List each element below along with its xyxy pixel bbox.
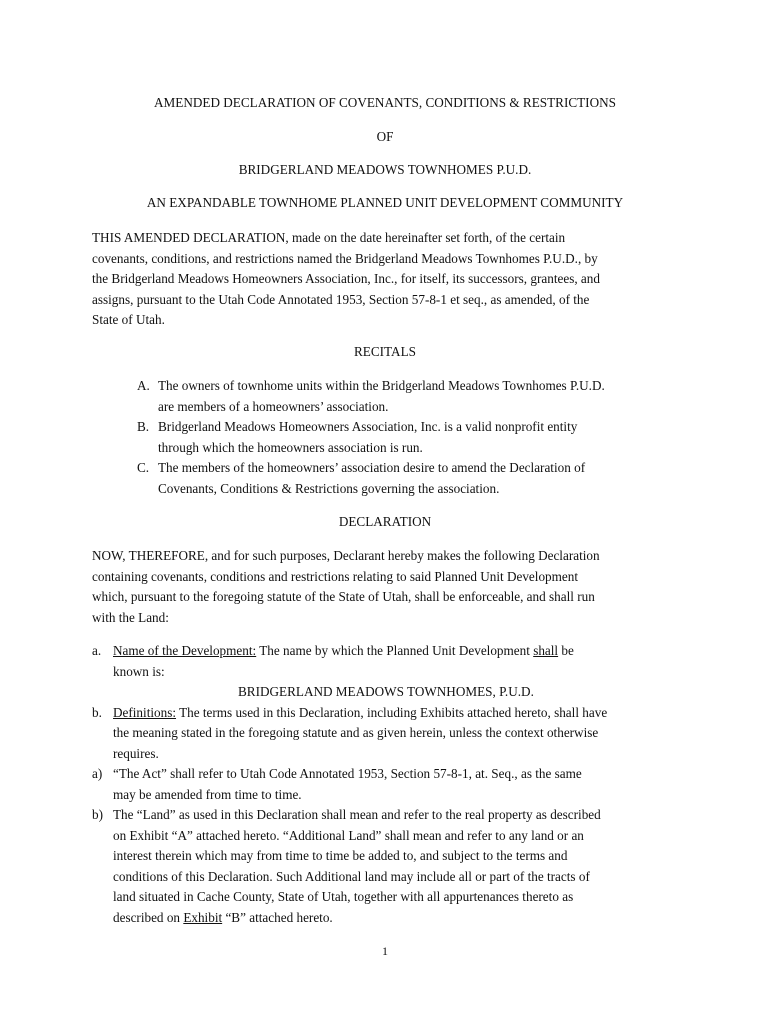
title-line-3: BRIDGERLAND MEADOWS TOWNHOMES P.U.D. — [238, 162, 532, 177]
recital-item — [137, 458, 677, 499]
intro-line: covenants, conditions, and restrictions named the Bridgerland Meadows Townhomes P.U.D., by — [92, 250, 598, 266]
item-b-text: The terms used in this Declaration, including Exhibits attached hereto, shall have — [176, 704, 608, 720]
sub-item-a-line: may be amended from time to time. — [113, 786, 302, 802]
sub-item-b-line: The “Land” as used in this Declaration shall mean and refer to the real property as described — [113, 807, 601, 822]
declaration-line: containing covenants, conditions and restrictions relating to said Planned Unit Development — [92, 568, 578, 584]
recital-line: The members of the homeowners’ association desire to amend the Declaration of — [158, 460, 586, 475]
item-a-text-post: be — [558, 643, 574, 658]
page-number: 1 — [382, 944, 388, 958]
item-b-line-2: the meaning stated in the foregoing statute and as given herein, unless the context otherwise — [113, 725, 599, 740]
sub-item-b-last-post: “B” attached hereto. — [222, 909, 333, 925]
intro-line: State of Utah. — [92, 312, 165, 327]
item-a-text-pre: The name by which the Planned Unit Development — [256, 643, 534, 658]
recital-item — [137, 376, 677, 417]
sub-item-a-mark: a) — [92, 766, 103, 781]
item-b — [92, 703, 682, 765]
item-a-shall: shall — [533, 643, 559, 658]
sub-item-a-line: “The Act” shall refer to Utah Code Annotated 1953, Section 57-8-1, at. Seq., as the same — [113, 766, 582, 781]
development-name: BRIDGERLAND MEADOWS TOWNHOMES, P.U.D. — [238, 684, 534, 699]
declaration-paragraph — [92, 546, 682, 628]
sub-item-a — [92, 764, 682, 805]
intro-paragraph — [92, 228, 682, 331]
intro-line: assigns, pursuant to the Utah Code Annotated 1953, Section 57-8-1 et seq., as amended, of the — [92, 291, 590, 307]
recital-line: The owners of townhome units within the Bridgerland Meadows Townhomes P.U.D. — [158, 378, 605, 393]
recital-line: Covenants, Conditions & Restrictions governing the association. — [158, 480, 500, 496]
recital-item — [137, 417, 677, 458]
declaration-heading: DECLARATION — [338, 514, 432, 529]
item-a-label: Name of the Development: — [113, 643, 257, 658]
recital-mark: A. — [137, 378, 150, 393]
item-a-mark: a. — [92, 643, 102, 658]
definitions-list — [92, 641, 682, 928]
recital-line: through which the homeowners association is run. — [158, 439, 423, 455]
item-a — [92, 641, 682, 703]
exhibit-reference: Exhibit — [183, 909, 223, 925]
item-b-label: Definitions: — [113, 704, 177, 720]
recital-line: Bridgerland Meadows Homeowners Association, Inc. is a valid nonprofit entity — [158, 419, 578, 434]
title-line-2: OF — [376, 129, 394, 144]
sub-item-b-last-pre: described on — [113, 909, 184, 925]
intro-line: THIS AMENDED DECLARATION, made on the date hereinafter set forth, of the certain — [92, 230, 566, 245]
item-a-line-1 — [113, 641, 682, 662]
sub-item-b-last-line — [113, 908, 682, 929]
recital-line: are members of a homeowners’ association. — [158, 398, 389, 414]
sub-item-b — [92, 805, 682, 928]
sub-item-b-mark: b) — [92, 807, 103, 822]
item-b-mark: b. — [92, 704, 102, 720]
declaration-line: NOW, THEREFORE, and for such purposes, Declarant hereby makes the following Declaration — [92, 548, 600, 563]
title-line-1: AMENDED DECLARATION OF COVENANTS, CONDITIONS & RESTRICTIONS — [154, 95, 616, 110]
sub-item-b-line: interest therein which may from time to time be added to, and subject to the terms and — [113, 848, 568, 863]
item-b-line-1 — [113, 703, 682, 724]
title-line-4: AN EXPANDABLE TOWNHOME PLANNED UNIT DEVELOPMENT COMMUNITY — [146, 195, 624, 210]
item-b-line-3: requires. — [113, 745, 159, 761]
recitals-list — [137, 376, 677, 499]
declaration-line: which, pursuant to the foregoing statute of the State of Utah, shall be enforceable, and shall run — [92, 589, 595, 604]
recitals-heading: RECITALS — [354, 344, 416, 359]
recital-mark: B. — [137, 419, 150, 434]
intro-line: the Bridgerland Meadows Homeowners Association, Inc., for itself, its successors, grantees, and — [92, 271, 600, 286]
declaration-line: with the Land: — [92, 609, 169, 625]
recital-mark: C. — [137, 460, 150, 475]
sub-item-b-line: conditions of this Declaration. Such Additional land may include all or part of the tracts of — [113, 868, 590, 884]
item-a-line-2: known is: — [113, 663, 165, 679]
sub-item-b-line: on Exhibit “A” attached hereto. “Additional Land” shall mean and refer to any land or an — [113, 827, 584, 843]
sub-item-b-line: land situated in Cache County, State of Utah, together with all appurtenances thereto as — [113, 889, 574, 904]
